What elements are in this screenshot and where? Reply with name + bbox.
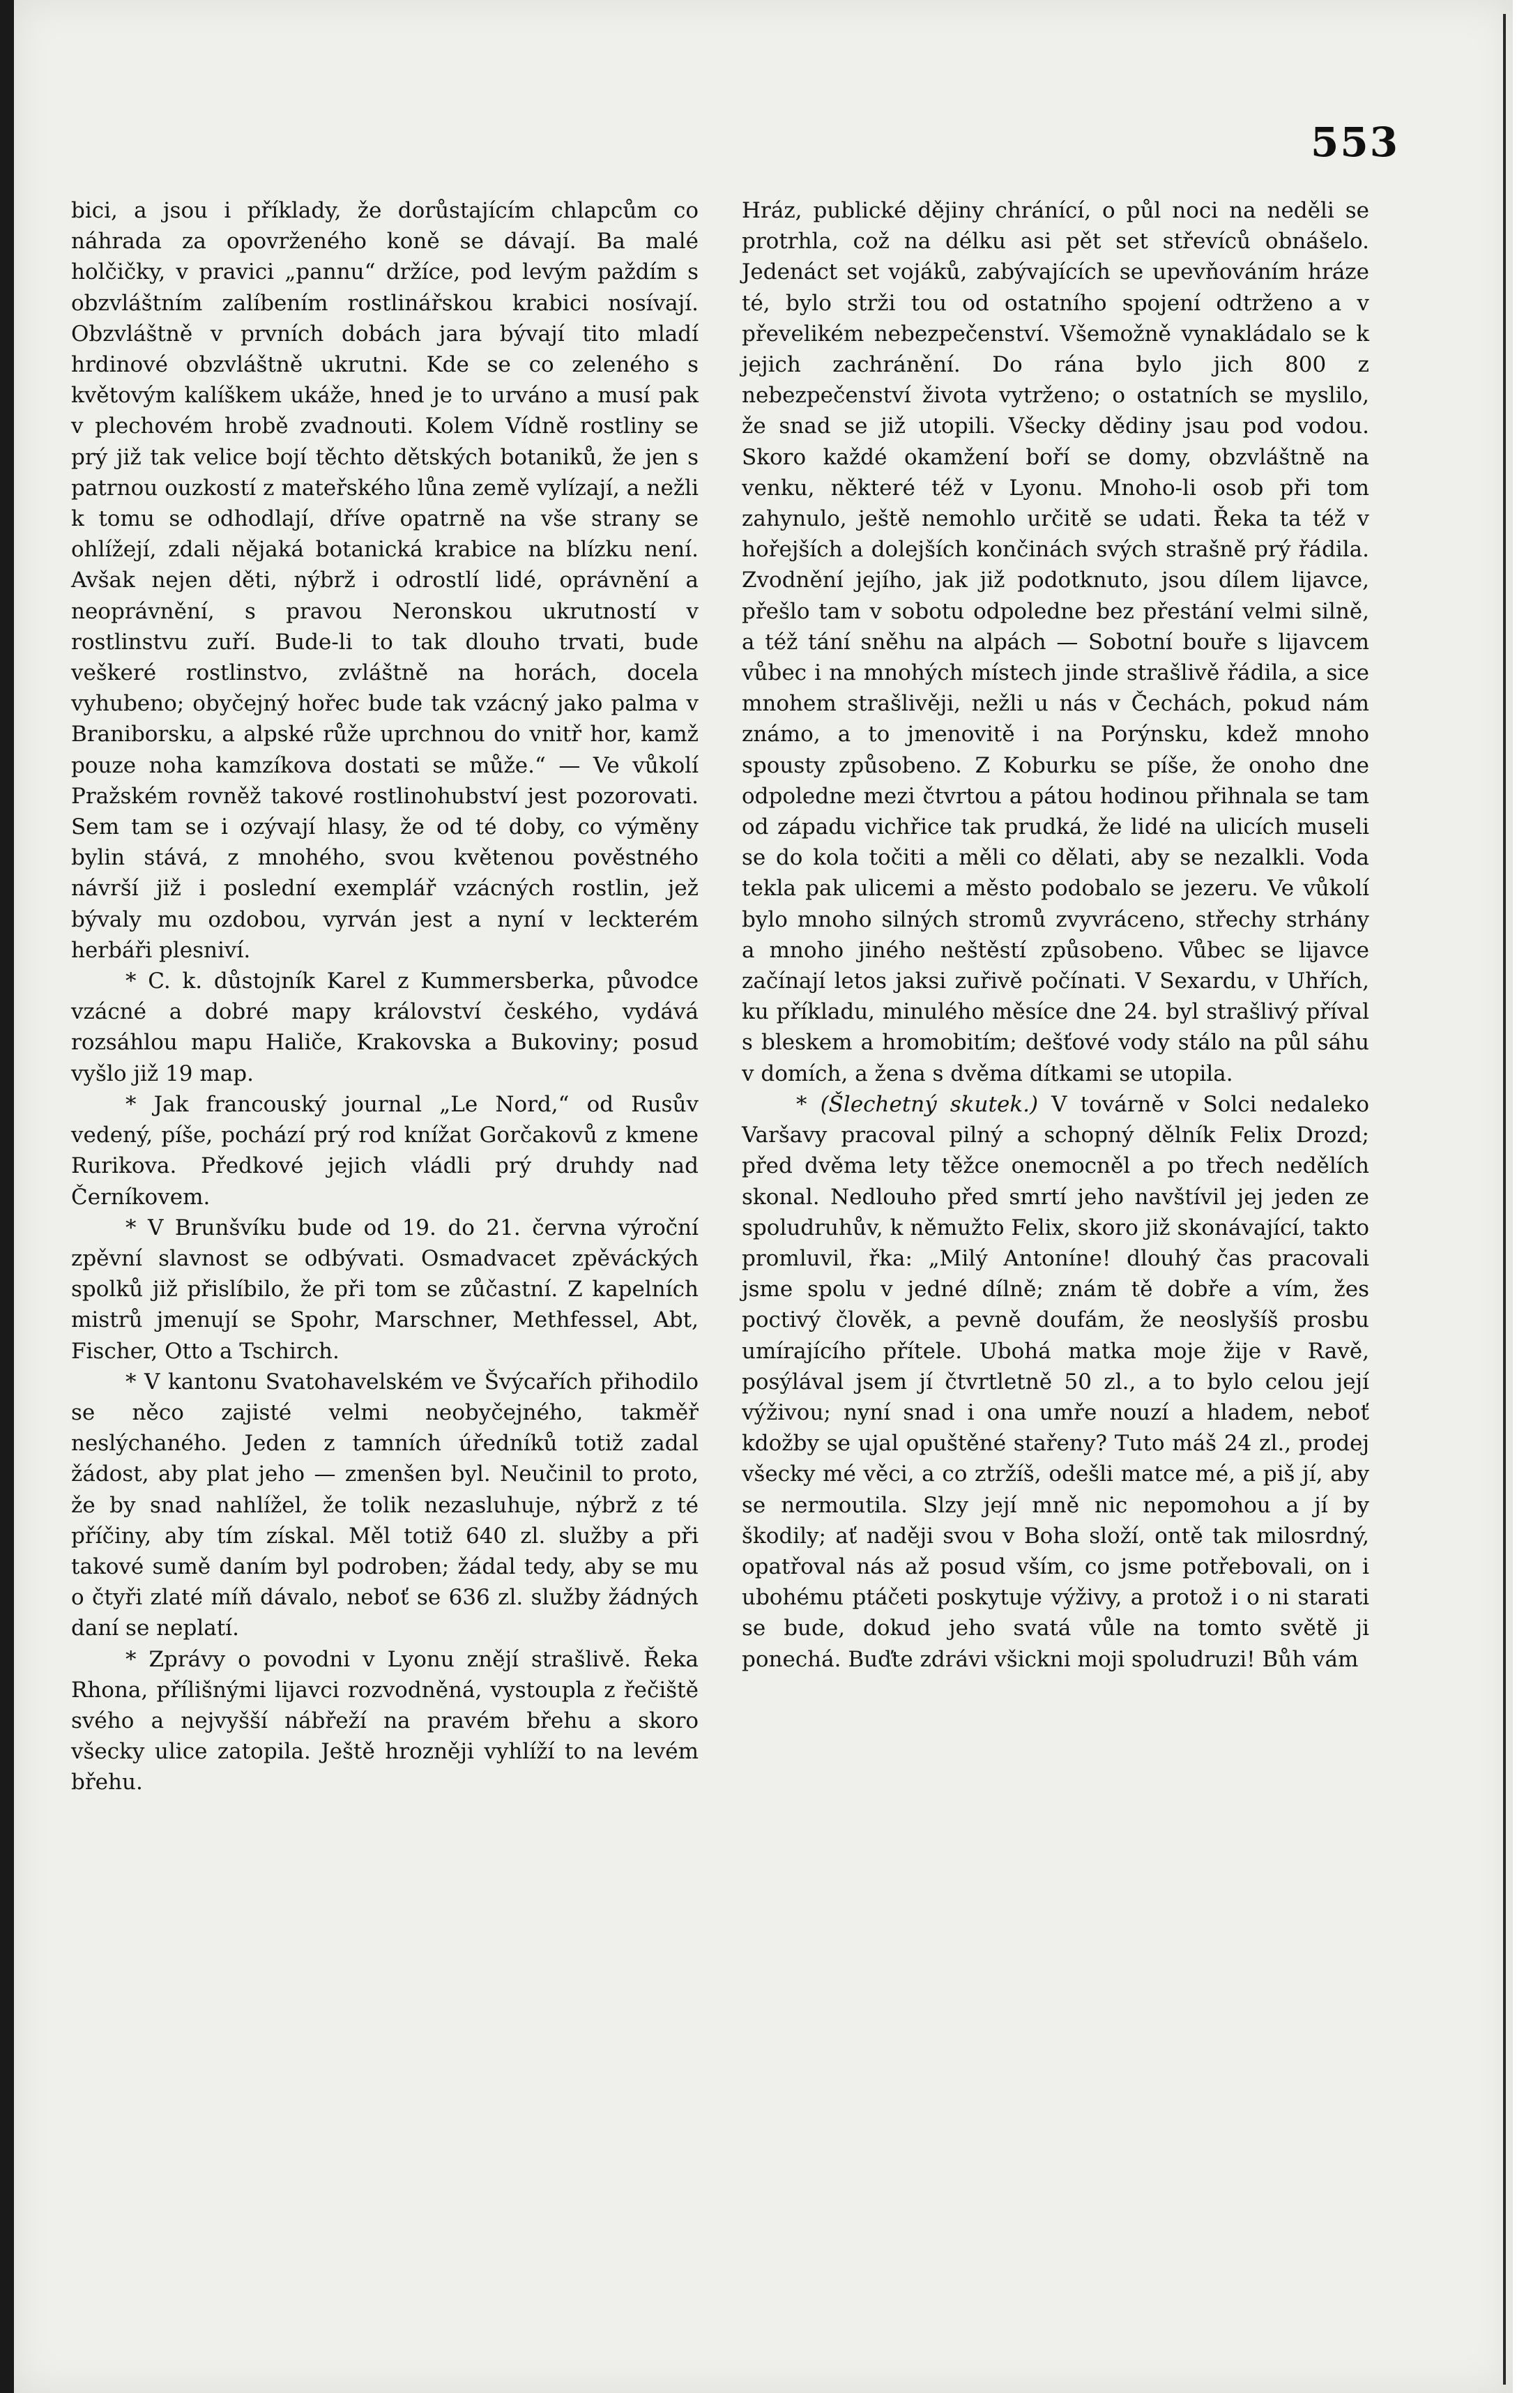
news-item: * V Brunšvíku bude od 19. do 21. června výroční zpěvní slavnost se odbývati. Osmadvacet zpěváckých spolků již přislíbilo, že při tom se zůčastní. Z kapelních mistrů jmenují se Spohr, Marschner, Methfessel, Abt, Fischer, Otto a Tschirch.: [71, 1215, 699, 1364]
news-item: * Zprávy o povodni v Lyonu znějí strašlivě. Řeka Rhona, přílišnými lijavci rozvodněná, vystoupla z řečiště svého a nejvyšší nábřeží na pravém břehu a skoro všecky ulice zatopila. Ještě hrozněji vyhlíží to na levém břehu.: [71, 1646, 699, 1795]
page-number: 553: [1311, 119, 1400, 166]
article-paragraph: bici, a jsou i příklady, že dorůstajícím chlapcům co náhrada za opovrženého koně se dávají. Ba malé holčičky, v pravici „pannu“ držíce, pod levým paždím s obzvláštním zalíbením rostlinářskou krabici nosívají. Obzvláštně v prvních dobách jara bývají tito mladí hrdinové obzvláštně ukrutni. Kde se co zeleného s květovým kalíškem ukáže, hned je to urváno a musí pak v plechovém hrobě zvadnouti. Kolem Vídně rostliny se prý již tak velice bojí těchto dětských botaniků, že jen s patrnou ouzkostí z mateřského lůna země vylízají, a nežli k tomu se odhodlají, dříve opatrně na vše strany se ohlížejí, zdali nějaká botanická krabice na blízku není. Avšak nejen děti, nýbrž i odrostlí lidé, oprávnění a neoprávnění, s pravou Neronskou ukrutností v rostlinstvu zuří. Bude-li to tak dlouho trvati, bude veškeré rostlinstvo, zvláštně na horách, docela vyhubeno; obyčejný hořec bude tak vzácný jako palma v Braniborsku, a alpské růže uprchnou do vnitř hor, kamž pouze noha kamzíkova dostati se může.“ — Ve vůkolí Pražském rovněž takové rostlinohubství jest pozorovati. Sem tam se i ozývají hlasy, že od té doby, co výměny bylin stává, z mnohého, svou květenou pověstného návrší již i poslední exemplář vzácných rostlin, jež bývaly mu ozdobou, vyrván jest a nyní v leckterém herbáři plesniví.: [71, 198, 699, 963]
news-item-title: (Šlechetný skutek.): [820, 1091, 1039, 1117]
scan-edge: [1513, 0, 1540, 2393]
scan-edge-line: [1503, 14, 1506, 2385]
news-item: * C. k. důstojník Karel z Kummersberka, původce vzácné a dobré mapy království českého, vydává rozsáhlou mapu Haliče, Krakovska a Bukoviny; posud vyšlo již 19 map.: [71, 968, 699, 1086]
news-item-text: V továrně v Solci nedaleko Varšavy pracoval pilný a schopný dělník Felix Drozd; před dvěma lety těžce onemocněl a po třech nedělích skonal. Nedlouho před smrtí jeho navštívil jej jeden ze spoludruhův, k němužto Felix, skoro již skonávající, takto promluvil, řka: „Milý Antoníne! dlouhý čas pracovali jsme spolu v jedné dílně; znám tě dobře a vím, žes poctivý člověk, a pevně doufám, že neoslyšíš prosbu umírajícího přítele. Ubohá matka moje žije v Ravě, posýlával jsem jí čtvrtletně 50 zl., a to bylo celou její výživou; nyní snad i ona umře nouzí a hladem, neboť kdožby se ujal opuštěné stařeny? Tuto máš 24 zl., prodej všecky mé věci, a co ztržíš, odešli matce mé, a piš jí, aby se nermoutila. Slzy její mně nic nepomohou a jí by škodily; ať naději svou v Boha složí, ontě tak milosrdný, opatřoval nás až posud vším, co jsme potřebovali, on i ubohému ptáčeti poskytuje výživy, a protož i o ni starati se bude, dokud jeho svatá vůle na tomto světě ji ponechá. Buďte zdrávi všickni moji spoludruzi! Bůh vám: [742, 1091, 1369, 1672]
news-item: * V kantonu Svatohavelském ve Švýcařích přihodilo se něco zajisté velmi neobyčejného, takměř neslýchaného. Jeden z tamních úředníků totiž zadal žádost, aby plat jeho — zmenšen byl. Neučinil to proto, že by snad nahlížel, že tolik nezasluhuje, nýbrž z té příčiny, aby tím získal. Měl totiž 640 zl. služby a při takové sumě daním byl podroben; žádal tedy, aby se mu o čtyři zlaté míň dávalo, neboť se 636 zl. služby žádných daní se neplatí.: [71, 1369, 699, 1641]
bullet-marker: *: [796, 1091, 821, 1117]
article-paragraph: Hráz, publické dějiny chránící, o půl noci na neděli se protrhla, což na délku asi pět set střevíců obnášelo. Jedenáct set vojáků, zabývajících se upevňováním hráze té, bylo strži tou od ostatního spojení odtrženo a v převelikém nebezpečenství. Všemožně vynakládalo se k jejich zachránění. Do rána bylo jich 800 z nebezpečenství života vytrženo; o ostatních se myslilo, že snad se již utopili. Všecky dědiny jsau pod vodou. Skoro každé okamžení boří se domy, obzvláštně na venku, některé též v Lyonu. Mnoho-li osob při tom zahynulo, ještě nemohlo určitě se udati. Řeka ta též v hořejších a dolejších končinách svých strašně prý řádila. Zvodnění jejího, jak již podotknuto, jsou dílem lijavce, přešlo tam v sobotu odpoledne bez přestání velmi silně, a též tání sněhu na alpách — Sobotní bouře s lijavcem vůbec i na mnohých místech jinde strašlivě řádila, a sice mnohem strašlivěji, nežli u nás v Čechách, pokud nám známo, a to jmenovitě i na Porýnsku, kdež mnoho spousty způsobeno. Z Koburku se píše, že onoho dne odpoledne mezi čtvrtou a pátou hodinou přihnala se tam od západu vichřice tak prudká, že lidé na ulicích museli se do kola točiti a měli co dělati, aby se nezalkli. Voda tekla pak ulicemi a město podobalo se jezeru. Ve vůkolí bylo mnoho silných stromů zvyvráceno, střechy strhány a mnoho jiného neštěstí způsobeno. Vůbec se lijavce začínají letos jaksi zuřivě počínati. V Sexardu, v Uhřích, ku příkladu, minulého měsíce dne 24. byl strašlivý příval s bleskem a hromobitím; dešťové vody stálo na půl sáhu v domích, a žena s dvěma dítkami se utopila.: [742, 198, 1369, 1086]
right-column: [742, 195, 1369, 2287]
news-item: [742, 1089, 1369, 1675]
news-item: * Jak francouský journal „Le Nord,“ od Rusův vedený, píše, pochází prý rod knížat Gorčakovů z kmene Rurikova. Předkové jejich vládli prý druhdy nad Černíkovem.: [71, 1091, 699, 1210]
left-column: [71, 195, 699, 2287]
newspaper-page: [14, 0, 1513, 2393]
